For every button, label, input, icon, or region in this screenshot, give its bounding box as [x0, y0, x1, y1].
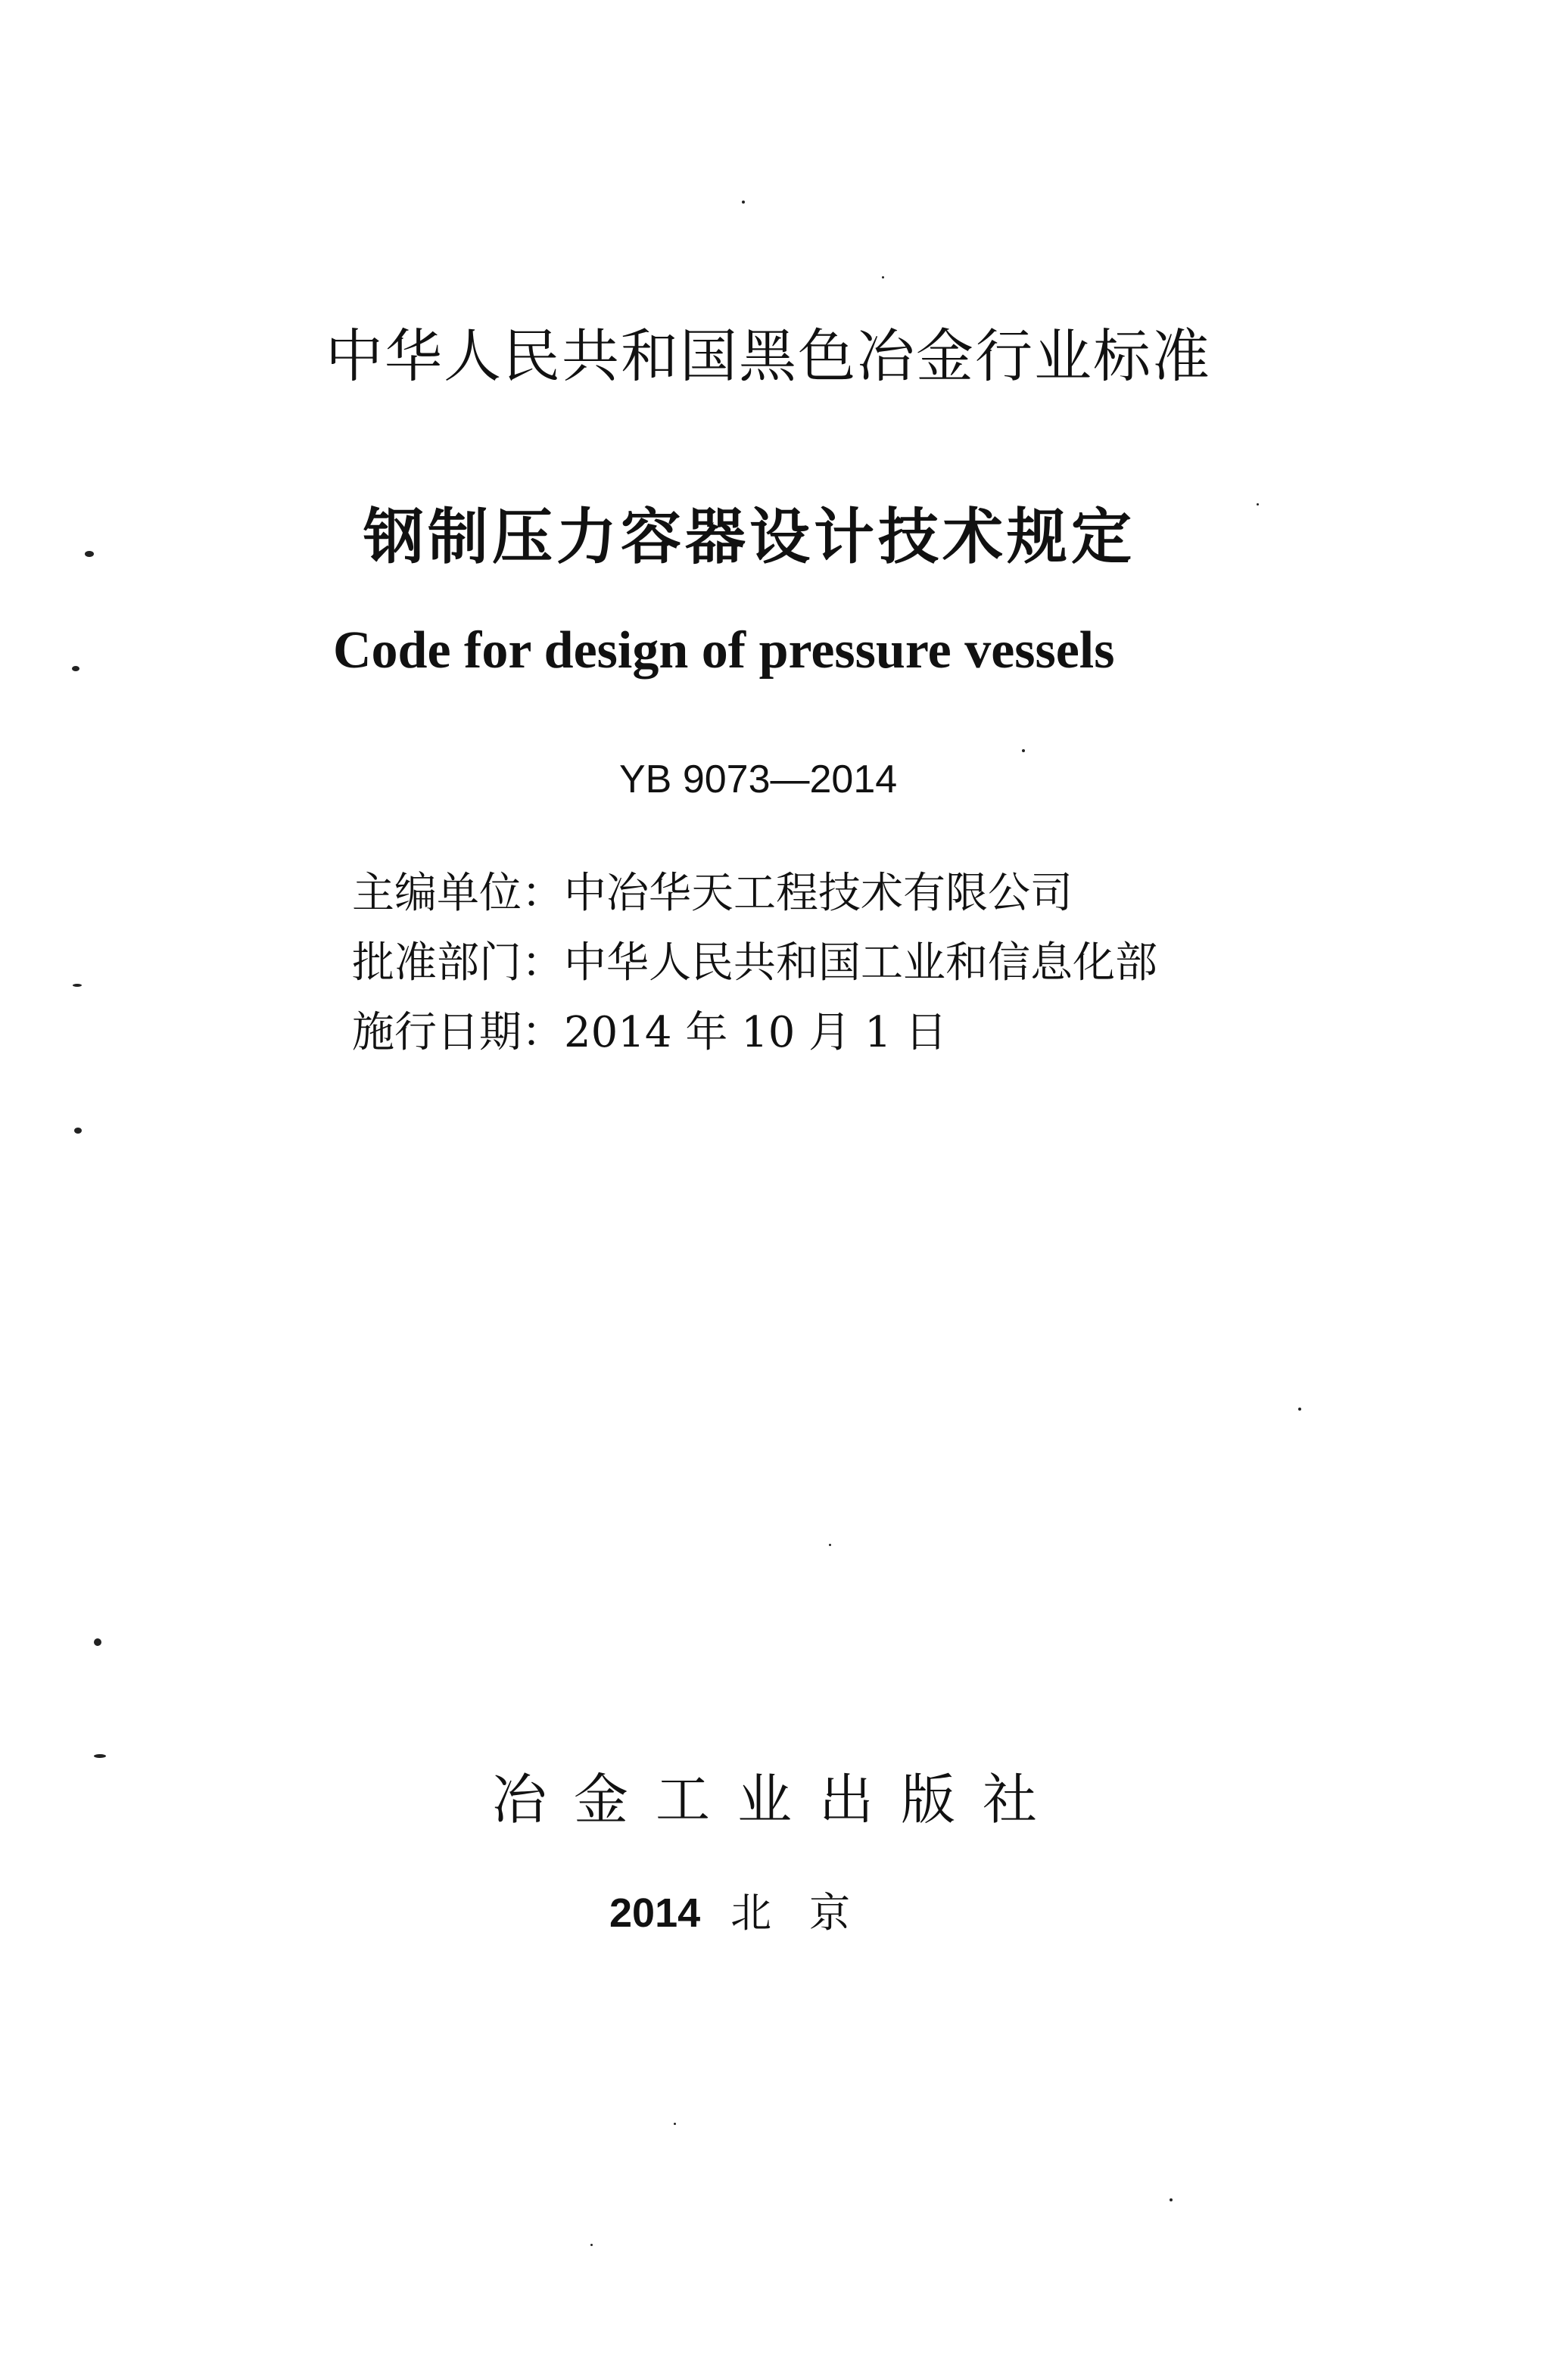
- scan-mark: [674, 2123, 676, 2125]
- editor-line: 主编单位：中冶华天工程技术有限公司: [352, 869, 1073, 918]
- metadata-block: [352, 859, 1157, 1068]
- scan-mark: [742, 201, 745, 204]
- publication-year: 2014: [609, 1890, 701, 1936]
- scan-mark: [829, 1544, 831, 1546]
- publication-line: [609, 1881, 888, 1939]
- scan-mark: [94, 1754, 106, 1758]
- scan-mark: [1257, 503, 1259, 506]
- document-title-english: Code for design of pressure vessels: [333, 621, 1115, 680]
- scan-mark: [882, 276, 884, 278]
- scan-mark: [1170, 2198, 1173, 2201]
- scan-mark: [73, 984, 82, 987]
- publisher-name: 冶金工业出版社: [492, 1768, 1065, 1831]
- document-title-chinese: 钢制压力容器设计技术规定: [363, 502, 1135, 572]
- approver-line: 批准部门：中华人民共和国工业和信息化部: [352, 938, 1157, 988]
- publication-city: 北京: [730, 1889, 889, 1937]
- effective-date-line: 施行日期：2014 年 10 月 1 日: [352, 1008, 948, 1057]
- scan-mark: [1298, 1408, 1301, 1411]
- scan-mark: [590, 2244, 593, 2246]
- scan-mark: [1022, 749, 1025, 752]
- industry-standard-heading: 中华人民共和国黑色冶金行业标准: [325, 322, 1211, 390]
- standard-number: YB 9073—2014: [619, 758, 898, 801]
- scan-mark: [74, 1128, 82, 1134]
- scan-mark: [94, 1638, 101, 1646]
- scan-mark: [85, 551, 94, 557]
- scan-mark: [72, 666, 79, 671]
